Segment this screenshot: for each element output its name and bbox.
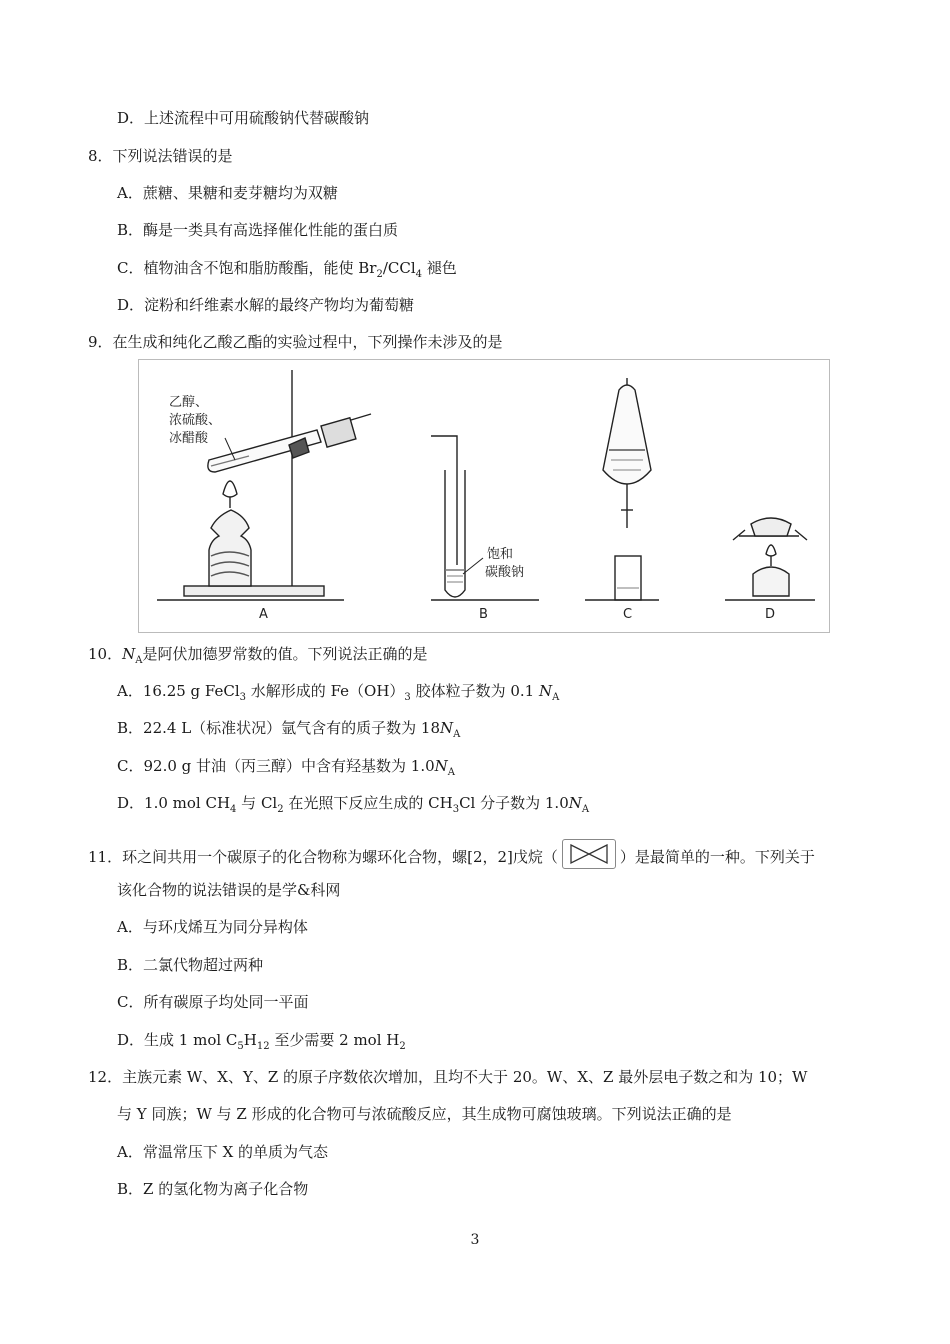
q12-option-a: A．常温常压下 X 的单质为气态 [117, 1143, 329, 1161]
q11-option-a: A．与环戊烯互为同分异构体 [117, 918, 308, 936]
reagent-label-1: 乙醇、 [169, 395, 209, 410]
q9-apparatus-figure [138, 359, 830, 633]
q10-option-b: B．22.4 L（标准状况）氩气含有的质子数为 $18N_A$ [117, 719, 461, 740]
q11-stem: 11．环之间共用一个碳原子的化合物称为螺环化合物，螺[2，2]戊烷（ ）是最简单的一种。下列关于 [88, 843, 815, 873]
q8-option-d: D．淀粉和纤维素水解的最终产物均为葡萄糖 [117, 296, 415, 314]
q12-stem-continued: 与 Y 同族；W 与 Z 形成的化合物可与浓硫酸反应，其生成物可腐蚀玻璃。下列说法正确的是 [117, 1105, 732, 1123]
label-d: D [765, 607, 776, 622]
q8-stem: 8．下列说法错误的是 [88, 147, 233, 165]
q9-stem: 9．在生成和纯化乙酸乙酯的实验过程中，下列操作未涉及的是 [88, 333, 503, 351]
q12-stem: 12．主族元素 W、X、Y、Z 的原子序数依次增加，且均不大于 20。W、X、Z 最外层电子数之和为 10；W [88, 1068, 808, 1086]
q10-option-d: D．1.0 mol $CH_4$ 与 $Cl_2$ 在光照下反应生成的 $CH_3Cl$ 分子数为 $1.0N_A$ [117, 794, 590, 815]
label-c: C [623, 607, 633, 622]
page-number: 3 [470, 1232, 480, 1248]
q8-option-c: C．植物油含不饱和脂肪酸酯，能使 $Br_2/CCl_4$ 褪色 [117, 259, 457, 280]
apparatus-c [585, 378, 659, 600]
q11-stem-continued: 该化合物的说法错误的是学&科网 [117, 881, 341, 899]
q8-option-b: B．酶是一类具有高选择催化性能的蛋白质 [117, 221, 399, 239]
q11-option-d: D．生成 1 mol $C_5H_{12}$ 至少需要 2 mol $H_2$ [117, 1031, 406, 1052]
saturated-label-2: 碳酸钠 [485, 565, 525, 580]
q12-option-b: B．Z 的氢化物为离子化合物 [117, 1180, 309, 1198]
q8-option-a: A．蔗糖、果糖和麦芽糖均为双糖 [117, 184, 338, 202]
label-a: A [259, 607, 268, 622]
q10-option-a: A．16.25 g FeCl$_3$ 水解形成的 $Fe(OH)_3$ 胶体粒子数为 0.1 $N_A$ [117, 682, 560, 703]
q10-option-c: C．92.0 g 甘油（丙三醇）中含有羟基数为 $1.0N_A$ [117, 757, 455, 778]
spiropentane-structure-icon [562, 839, 616, 869]
saturated-label-1: 饱和 [487, 547, 514, 562]
q10-stem: 10．$N_A$是阿伏加德罗常数的值。下列说法正确的是 [88, 645, 428, 666]
q11-option-b: B．二氯代物超过两种 [117, 956, 264, 974]
label-b: B [479, 607, 488, 622]
q11-option-c: C．所有碳原子均处同一平面 [117, 993, 309, 1011]
q7-option-d: D．上述流程中可用硫酸钠代替碳酸钠 [117, 109, 370, 127]
reagent-label-2: 浓硫酸、 [169, 413, 222, 428]
reagent-label-3: 冰醋酸 [169, 431, 209, 446]
apparatus-d [725, 518, 815, 600]
